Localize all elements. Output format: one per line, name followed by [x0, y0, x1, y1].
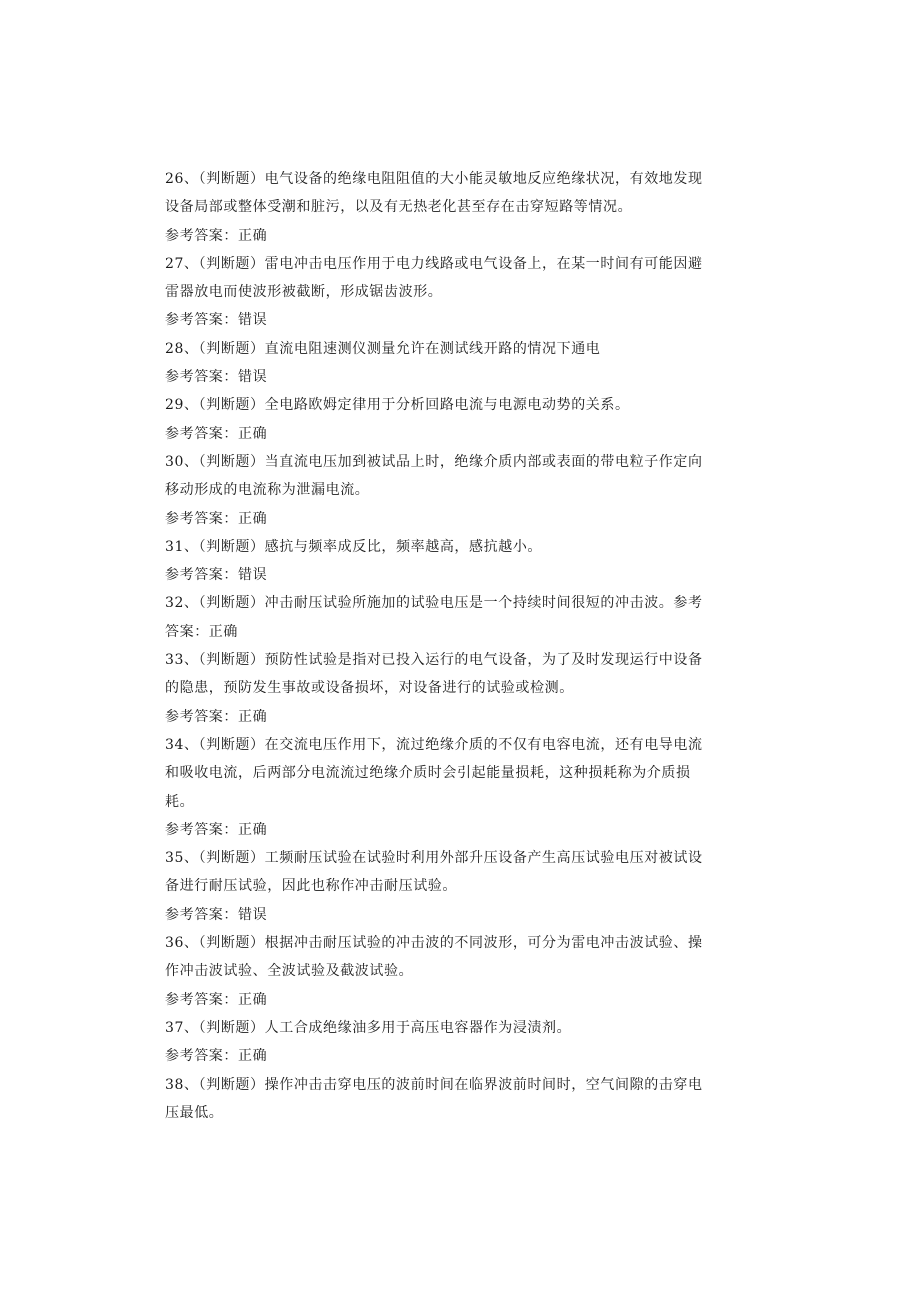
question-38-line-2: 压最低。: [165, 1104, 224, 1121]
answer-26: 参考答案：正确: [165, 227, 268, 244]
question-32-line-1: 32、（判断题）冲击耐压试验所施加的试验电压是一个持续时间很短的冲击波。参考: [165, 595, 703, 612]
answer-33: 参考答案：正确: [165, 708, 268, 725]
answer-35: 参考答案：错误: [165, 906, 268, 923]
question-35-line-1: 35、（判断题）工频耐压试验在试验时利用外部升压设备产生高压试验电压对被试设: [165, 850, 703, 867]
question-33-line-1: 33、（判断题）预防性试验是指对已投入运行的电气设备，为了及时发现运行中设备: [165, 652, 703, 669]
answer-29: 参考答案：正确: [165, 425, 268, 442]
question-28-line-1: 28、（判断题）直流电阻速测仪测量允许在测试线开路的情况下通电: [165, 340, 601, 357]
question-36-line-2: 作冲击波试验、全波试验及截波试验。: [165, 963, 414, 980]
question-26-line-1: 26、（判断题）电气设备的绝缘电阻阻值的大小能灵敏地反应绝缘状况，有效地发现: [165, 171, 703, 187]
question-29-line-1: 29、（判断题）全电路欧姆定律用于分析回路电流与电源电动势的关系。: [165, 397, 630, 414]
question-34-line-3: 耗。: [165, 793, 195, 810]
question-37-line-1: 37、（判断题）人工合成绝缘油多用于高压电容器作为浸渍剂。: [165, 1019, 572, 1036]
answer-28: 参考答案：错误: [165, 369, 268, 386]
question-31-line-1: 31、（判断题）感抗与频率成反比，频率越高，感抗越小。: [165, 538, 543, 555]
answer-31: 参考答案：错误: [165, 567, 268, 584]
question-27-line-2: 雷器放电而使波形被截断，形成锯齿波形。: [165, 284, 443, 301]
answer-37: 参考答案：正确: [165, 1048, 268, 1065]
answer-27: 参考答案：错误: [165, 312, 268, 329]
answer-34: 参考答案：正确: [165, 821, 268, 838]
answer-36: 参考答案：正确: [165, 991, 268, 1008]
document-page: [165, 165, 745, 1127]
question-30-line-1: 30、（判断题）当直流电压加到被试品上时，绝缘介质内部或表面的带电粒子作定向: [165, 453, 703, 470]
question-34-line-2: 和吸收电流，后两部分电流流过绝缘介质时会引起能量损耗，这种损耗称为介质损: [165, 765, 691, 782]
question-26-line-2: 设备局部或整体受潮和脏污，以及有无热老化甚至存在击穿短路等情况。: [165, 199, 633, 216]
question-34-line-1: 34、（判断题）在交流电压作用下，流过绝缘介质的不仅有电容电流，还有电导电流: [165, 736, 703, 753]
question-38-line-1: 38、（判断题）操作冲击击穿电压的波前时间在临界波前时间时，空气间隙的击穿电: [165, 1076, 703, 1093]
question-33-line-2: 的隐患，预防发生事故或设备损坏，对设备进行的试验或检测。: [165, 680, 574, 697]
question-27-line-1: 27、（判断题）雷电冲击电压作用于电力线路或电气设备上，在某一时间有可能因避: [165, 255, 703, 272]
question-35-line-2: 备进行耐压试验，因此也称作冲击耐压试验。: [165, 878, 457, 895]
question-36-line-1: 36、（判断题）根据冲击耐压试验的冲击波的不同波形，可分为雷电冲击波试验、操: [165, 935, 703, 952]
answer-30: 参考答案：正确: [165, 510, 268, 527]
question-30-line-2: 移动形成的电流称为泄漏电流。: [165, 482, 370, 499]
question-32-line-2: 答案：正确: [165, 623, 238, 640]
